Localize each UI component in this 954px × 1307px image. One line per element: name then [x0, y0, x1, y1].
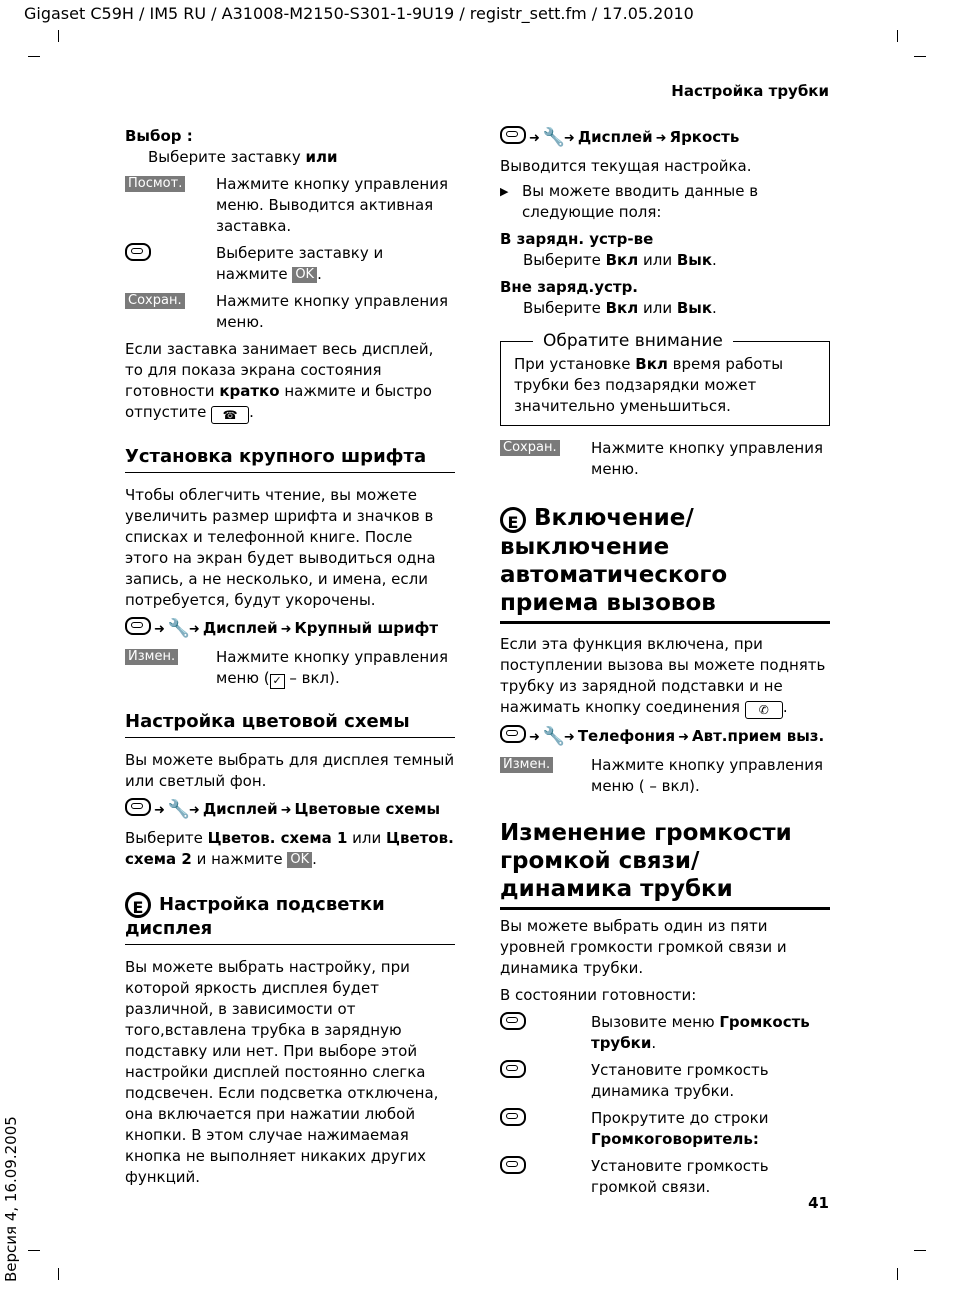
save-softkey: Сохран. — [125, 293, 185, 309]
change-softkey: Измен. — [500, 757, 553, 773]
crop-mark — [897, 1268, 898, 1280]
version-side-text: Версия 4, 16.09.2005 — [2, 1116, 20, 1282]
wrench-icon: 🔧 — [167, 618, 191, 639]
save-softkey: Сохран. — [500, 440, 560, 456]
volume-step-1 — [500, 1012, 830, 1054]
color-heading: Настройка цветовой схемы — [125, 711, 455, 738]
crop-mark — [914, 56, 926, 57]
talk-key-icon: ✆ — [745, 701, 783, 719]
view-softkey: Посмот. — [125, 176, 185, 192]
nav-key-icon — [500, 725, 526, 743]
brightness-menu-path: ➜ 🔧➜ Дисплей ➜ Яркость — [500, 126, 830, 150]
idle-state-text: В состоянии готовности: — [500, 986, 697, 1004]
auto-answer-menu-path: ➜ 🔧➜ Телефония ➜ Авт.прием выз. — [500, 725, 830, 749]
expert-mode-icon: E — [125, 892, 151, 918]
crop-mark — [28, 1250, 40, 1251]
notice-box — [500, 331, 830, 426]
auto-answer-heading: E Включение/выключение автоматического приема вызовов — [500, 504, 830, 624]
save-step-text: Нажмите кнопку управления меню. — [216, 292, 448, 331]
volume-step-3 — [500, 1108, 830, 1150]
checkbox-icon: ✓ — [270, 674, 285, 689]
nav-down-key-icon — [500, 1108, 526, 1126]
volume-step-4 — [500, 1156, 830, 1198]
nav-key-icon — [125, 798, 151, 816]
auto-answer-change-step — [500, 755, 830, 797]
color-choose-text: Выберите Цветов. схема 1 или Цветов. схема 2 и нажмите OK . — [125, 829, 454, 868]
expert-mode-icon: E — [500, 507, 526, 533]
crop-mark — [914, 1250, 926, 1251]
choose-text: Выберите заставку или — [148, 148, 338, 166]
nav-step-text: Выберите заставку и нажмите OK . — [216, 244, 384, 283]
font-heading: Установка крупного шрифта — [125, 446, 455, 473]
nav-left-right-key-icon — [500, 1156, 526, 1174]
ok-softkey: OK — [287, 852, 312, 868]
volume-step-2-text: Установите громкость динамика трубки. — [591, 1061, 769, 1100]
brightness-save-step — [500, 438, 830, 480]
running-head: Настройка трубки — [671, 82, 829, 100]
volume-step-4-text: Установите громкость громкой связи. — [591, 1157, 769, 1196]
right-column — [500, 126, 830, 1198]
wrench-icon: 🔧 — [542, 127, 566, 148]
bullet-arrow-icon: ▶ — [500, 185, 509, 198]
change-softkey: Измен. — [125, 649, 178, 665]
out-charger-label: Вне заряд.устр. — [500, 278, 639, 296]
volume-step-3-text: Прокрутите до строки Громкоговоритель: — [591, 1109, 769, 1148]
nav-down-key-icon — [125, 243, 151, 261]
nav-key-icon — [500, 126, 526, 144]
end-call-key-icon: ☎ — [211, 406, 249, 424]
crop-mark — [58, 30, 59, 42]
input-fields-text: Вы можете вводить данные в следующие поля: — [522, 182, 759, 221]
notice-title: Обратите внимание — [533, 331, 733, 351]
crop-mark — [28, 56, 40, 57]
nav-up-key-icon — [500, 1012, 526, 1030]
backlight-heading: E Настройка подсветки дисплея — [125, 892, 455, 945]
out-charger-choice: Выберите Вкл или Вык. — [523, 299, 717, 317]
nav-step — [125, 243, 455, 285]
ok-softkey: OK — [292, 267, 317, 283]
wrench-icon: 🔧 — [542, 726, 566, 747]
font-change-step — [125, 647, 455, 689]
view-step — [125, 174, 455, 237]
choose-label: Выбор : — [125, 127, 193, 145]
volume-heading: Изменение громкости громкой связи/динамика трубки — [500, 819, 830, 910]
backlight-text: Вы можете выбрать настройку, при которой яркость дисплея будет различной, в зависимости от того,вставлена трубка в зарядную подставку или нет. При выборе этой настройки дисплей постоянно слегка подсвечен. Если подсветка отключена, она включается при нажатии любой кнопки. В этом случае нажимаемая кнопка не выполняет никаких других функций. — [125, 958, 439, 1186]
page-number: 41 — [808, 1194, 829, 1212]
view-step-text: Нажмите кнопку управления меню. Выводится активная заставка. — [216, 175, 448, 235]
notice-text: При установке Вкл время работы трубки без подзарядки может значительно уменьшиться. — [514, 355, 784, 415]
crop-mark — [897, 30, 898, 42]
font-menu-path: ➜ 🔧➜ Дисплей ➜ Крупный шрифт — [125, 617, 455, 641]
volume-step-2 — [500, 1060, 830, 1102]
in-charger-choice: Выберите Вкл или Вык. — [523, 251, 717, 269]
auto-answer-text: Если эта функция включена, при поступлении вызова вы можете поднять трубку из зарядной подставки и не нажимать кнопку соединения ✆ . — [500, 635, 826, 717]
brightness-save-text: Нажмите кнопку управления меню. — [591, 439, 823, 478]
wrench-icon: 🔧 — [167, 799, 191, 820]
crop-mark — [58, 1268, 59, 1280]
nav-left-right-key-icon — [500, 1060, 526, 1078]
left-column — [125, 126, 455, 1188]
auto-answer-change-text: Нажмите кнопку управления меню ( – вкл). — [591, 756, 823, 795]
color-menu-path: ➜ 🔧➜ Дисплей ➜ Цветовые схемы — [125, 798, 455, 822]
input-fields-bullet — [500, 181, 830, 223]
document-info-line: Gigaset C59H / IM5 RU / A31008-M2150-S301-1-9U19 / registr_sett.fm / 17.05.2010 — [24, 4, 694, 23]
nav-key-icon — [125, 617, 151, 635]
font-text: Чтобы облегчить чтение, вы можете увеличить размер шрифта и значков в списках и телефонной книге. После этого на экран будет выводиться одна запись, а не несколько, и имена, если потребуется, будут укорочены. — [125, 486, 436, 609]
save-step — [125, 291, 455, 333]
current-setting-text: Выводится текущая настройка. — [500, 157, 752, 175]
screensaver-note: Если заставка занимает весь дисплей, то для показа экрана состояния готовности кратко нажмите и быстро отпустите ☎ . — [125, 340, 434, 422]
volume-text: Вы можете выбрать один из пяти уровней громкости громкой связи и динамика трубки. — [500, 917, 787, 977]
volume-step-1-text: Вызовите меню Громкость трубки. — [591, 1013, 810, 1052]
font-change-text: Нажмите кнопку управления меню ( ✓ – вкл). — [216, 648, 448, 687]
in-charger-label: В зарядн. устр-ве — [500, 230, 654, 248]
color-text: Вы можете выбрать для дисплея темный или светлый фон. — [125, 751, 455, 790]
